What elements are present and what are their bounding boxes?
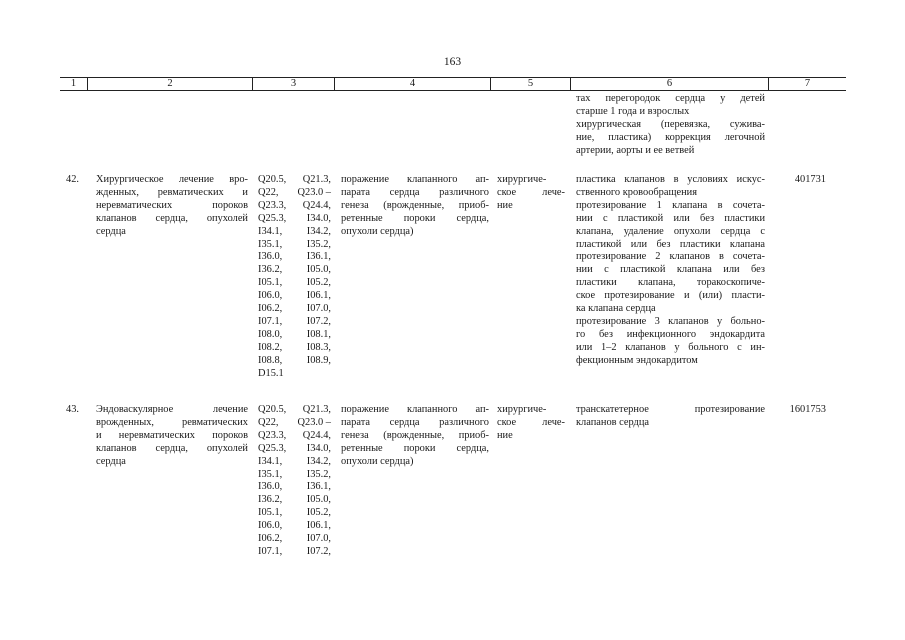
continuation-method-text xyxy=(576,93,765,158)
text-line: или 1–2 клапанов у больного с ин- xyxy=(576,341,765,353)
text-line: генеза (врожденные, приоб- xyxy=(341,199,489,211)
icd-code-line xyxy=(258,469,331,482)
icd-code: I36.2, xyxy=(258,494,283,506)
icd-code: I07.0, xyxy=(306,533,331,545)
icd-code: I07.1, xyxy=(258,315,283,327)
icd-code-line xyxy=(258,494,331,507)
icd-code-line xyxy=(258,239,331,252)
text-line: сердца xyxy=(96,225,126,237)
icd-code-line xyxy=(258,546,331,559)
text-line: ка клапана сердца xyxy=(576,303,656,315)
text-line: протезирование 1 клапана в сочета- xyxy=(576,199,765,211)
text-line: клапанов сердца, опухолей xyxy=(96,212,248,224)
text-line: пластики клапана, торакоскопиче- xyxy=(576,277,765,289)
icd-code-line xyxy=(258,533,331,546)
icd-code: Q20.5, xyxy=(258,174,287,185)
icd-code-line xyxy=(258,430,331,443)
icd-code: I34.1, xyxy=(258,455,283,467)
text-line: протезирование 3 клапанов у больно- xyxy=(576,315,765,327)
text-line: ское лече- xyxy=(497,416,565,428)
column-header-5: 5 xyxy=(527,78,534,89)
icd-code: Q20.5, xyxy=(258,404,287,415)
icd-code: I06.1, xyxy=(306,290,331,302)
icd-code: Q22, xyxy=(258,186,279,198)
icd-code: I34.0, xyxy=(306,442,331,454)
icd-code: Q23.0 – xyxy=(297,416,331,428)
cost-value: 401731 xyxy=(794,174,826,185)
icd-code: Q23.3, xyxy=(258,199,287,211)
table-header xyxy=(60,77,846,91)
icd-code-line xyxy=(258,187,331,200)
icd-code: I05.1, xyxy=(258,277,283,289)
text-line: парата сердца различного xyxy=(341,186,489,198)
icd-code: Q21.3, xyxy=(302,174,331,185)
icd-code: I36.0, xyxy=(258,481,283,493)
text-line: сердца xyxy=(96,455,126,467)
row-number: 42. xyxy=(66,174,79,185)
text-line: поражение клапанного ап- xyxy=(341,174,489,185)
icd-code: I08.8, xyxy=(258,354,283,366)
text-line: ние, пластика) коррекция легочной xyxy=(576,131,765,143)
icd-code-line xyxy=(258,368,331,381)
text-line: неревматических пороков xyxy=(96,199,248,211)
icd-code: I08.9, xyxy=(306,354,331,366)
icd-code-line xyxy=(258,251,331,264)
icd-code: Q24.4, xyxy=(302,199,331,211)
icd-code: I05.0, xyxy=(306,494,331,506)
icd-code-line xyxy=(258,277,331,290)
text-line: протезирование 2 клапанов в сочета- xyxy=(576,251,765,263)
icd-code: I08.1, xyxy=(306,328,331,340)
icd-code-line xyxy=(258,355,331,368)
column-header-6: 6 xyxy=(666,78,673,89)
icd-code-line xyxy=(258,226,331,239)
text-line: ние xyxy=(497,429,513,441)
text-line: Эндоваскулярное лечение xyxy=(96,404,248,415)
icd-code: I35.2, xyxy=(306,238,331,250)
text-line: хирургиче- xyxy=(497,174,547,185)
icd-codes xyxy=(258,174,331,381)
text-line: поражение клапанного ап- xyxy=(341,404,489,415)
icd-code: I07.1, xyxy=(258,545,283,557)
icd-code: I34.2, xyxy=(306,455,331,467)
column-header-4: 4 xyxy=(409,78,416,89)
column-header-3: 3 xyxy=(290,78,297,89)
icd-code: I08.0, xyxy=(258,328,283,340)
icd-code-line xyxy=(258,443,331,456)
icd-code: I34.2, xyxy=(306,225,331,237)
procedure-name xyxy=(96,404,248,469)
icd-code: I36.1, xyxy=(306,251,331,263)
text-line: пластикой или без пластики клапана xyxy=(576,238,765,250)
icd-code: I05.2, xyxy=(306,277,331,289)
icd-code-line xyxy=(258,520,331,533)
icd-code: D15.1 xyxy=(258,367,284,379)
text-line: ретенные пороки сердца, xyxy=(341,212,489,224)
text-line: транскатетерное протезирование xyxy=(576,404,765,415)
text-line: нии с пластикой или без пластики xyxy=(576,212,765,224)
icd-code: I07.0, xyxy=(306,303,331,315)
icd-code-line xyxy=(258,481,331,494)
icd-code-line xyxy=(258,507,331,520)
icd-code: I05.0, xyxy=(306,264,331,276)
text-line: ние xyxy=(497,199,513,211)
icd-code-line xyxy=(258,342,331,355)
text-line: ское протезирование и (или) пласти- xyxy=(576,290,765,302)
icd-code: I34.0, xyxy=(306,212,331,224)
icd-code: I36.0, xyxy=(258,251,283,263)
text-line: Хирургическое лечение вро- xyxy=(96,174,248,185)
icd-code-line xyxy=(258,213,331,226)
icd-code: I08.3, xyxy=(306,341,331,353)
icd-code: I36.2, xyxy=(258,264,283,276)
text-line: клапана, удаление опухоли сердца с xyxy=(576,225,765,237)
column-header-7: 7 xyxy=(804,78,811,89)
icd-code-line xyxy=(258,200,331,213)
text-line: хирургическая (перевязка, сужива- xyxy=(576,118,765,130)
icd-code: Q23.0 – xyxy=(297,186,331,198)
text-line: ственного кровообращения xyxy=(576,186,697,198)
icd-code-line xyxy=(258,264,331,277)
icd-code: I05.1, xyxy=(258,507,283,519)
treatment-method xyxy=(576,404,765,430)
icd-codes xyxy=(258,404,331,559)
column-header-2: 2 xyxy=(167,78,173,89)
icd-code: I06.2, xyxy=(258,303,283,315)
text-line: ское лече- xyxy=(497,186,565,198)
icd-code: Q23.3, xyxy=(258,429,287,441)
text-line: генеза (врожденные, приоб- xyxy=(341,429,489,441)
icd-code-line xyxy=(258,303,331,316)
text-line: пластика клапанов в условиях искус- xyxy=(576,174,765,185)
icd-code: I35.2, xyxy=(306,468,331,480)
text-line: старше 1 года и взрослых xyxy=(576,105,690,117)
icd-code-line xyxy=(258,174,331,187)
text-line: клапанов сердца, опухолей xyxy=(96,442,248,454)
icd-code-line xyxy=(258,316,331,329)
text-line: опухоли сердца) xyxy=(341,455,414,467)
text-line: врожденных, ревматических xyxy=(96,416,248,428)
text-line: опухоли сердца) xyxy=(341,225,414,237)
icd-code-line xyxy=(258,404,331,417)
icd-code: I07.2, xyxy=(306,315,331,327)
icd-code: I05.2, xyxy=(306,507,331,519)
icd-code: I06.0, xyxy=(258,290,283,302)
icd-code: I07.2, xyxy=(306,545,331,557)
icd-code: Q24.4, xyxy=(302,429,331,441)
icd-code: Q21.3, xyxy=(302,404,331,415)
text-line: ретенные пороки сердца, xyxy=(341,442,489,454)
icd-code: I35.1, xyxy=(258,468,283,480)
text-line: хирургиче- xyxy=(497,404,547,415)
icd-code: I36.1, xyxy=(306,481,331,493)
text-line: фекционным эндокардитом xyxy=(576,354,698,366)
icd-code: Q25.3, xyxy=(258,212,287,224)
icd-code: I08.2, xyxy=(258,341,283,353)
treatment-type xyxy=(497,174,565,213)
text-line: нии с пластикой клапана или без xyxy=(576,264,765,276)
text-line: и неревматических пороков xyxy=(96,429,248,441)
icd-code: I06.0, xyxy=(258,520,283,532)
text-line: клапанов сердца xyxy=(576,416,650,428)
icd-code-line xyxy=(258,417,331,430)
treatment-method xyxy=(576,174,765,368)
icd-code-line xyxy=(258,456,331,469)
treatment-type xyxy=(497,404,565,443)
icd-code-line xyxy=(258,290,331,303)
text-line: артерии, аорты и ее ветвей xyxy=(576,144,695,156)
procedure-name xyxy=(96,174,248,239)
text-line: жденных, ревматических и xyxy=(96,186,248,198)
icd-code: I06.1, xyxy=(306,520,331,532)
cost-value: 1601753 xyxy=(789,404,826,415)
patient-model xyxy=(341,174,489,239)
row-number: 43. xyxy=(66,404,79,415)
icd-code: I34.1, xyxy=(258,225,283,237)
patient-model xyxy=(341,404,489,469)
icd-code: I35.1, xyxy=(258,238,283,250)
text-line: парата сердца различного xyxy=(341,416,489,428)
icd-code: Q22, xyxy=(258,416,279,428)
icd-code: Q25.3, xyxy=(258,442,287,454)
text-line: тах перегородок сердца у детей xyxy=(576,93,765,104)
page-number: 163 xyxy=(443,56,462,68)
text-line: го без инфекционного эндокардита xyxy=(576,328,765,340)
icd-code-line xyxy=(258,329,331,342)
icd-code: I06.2, xyxy=(258,533,283,545)
column-header-1: 1 xyxy=(70,78,77,89)
